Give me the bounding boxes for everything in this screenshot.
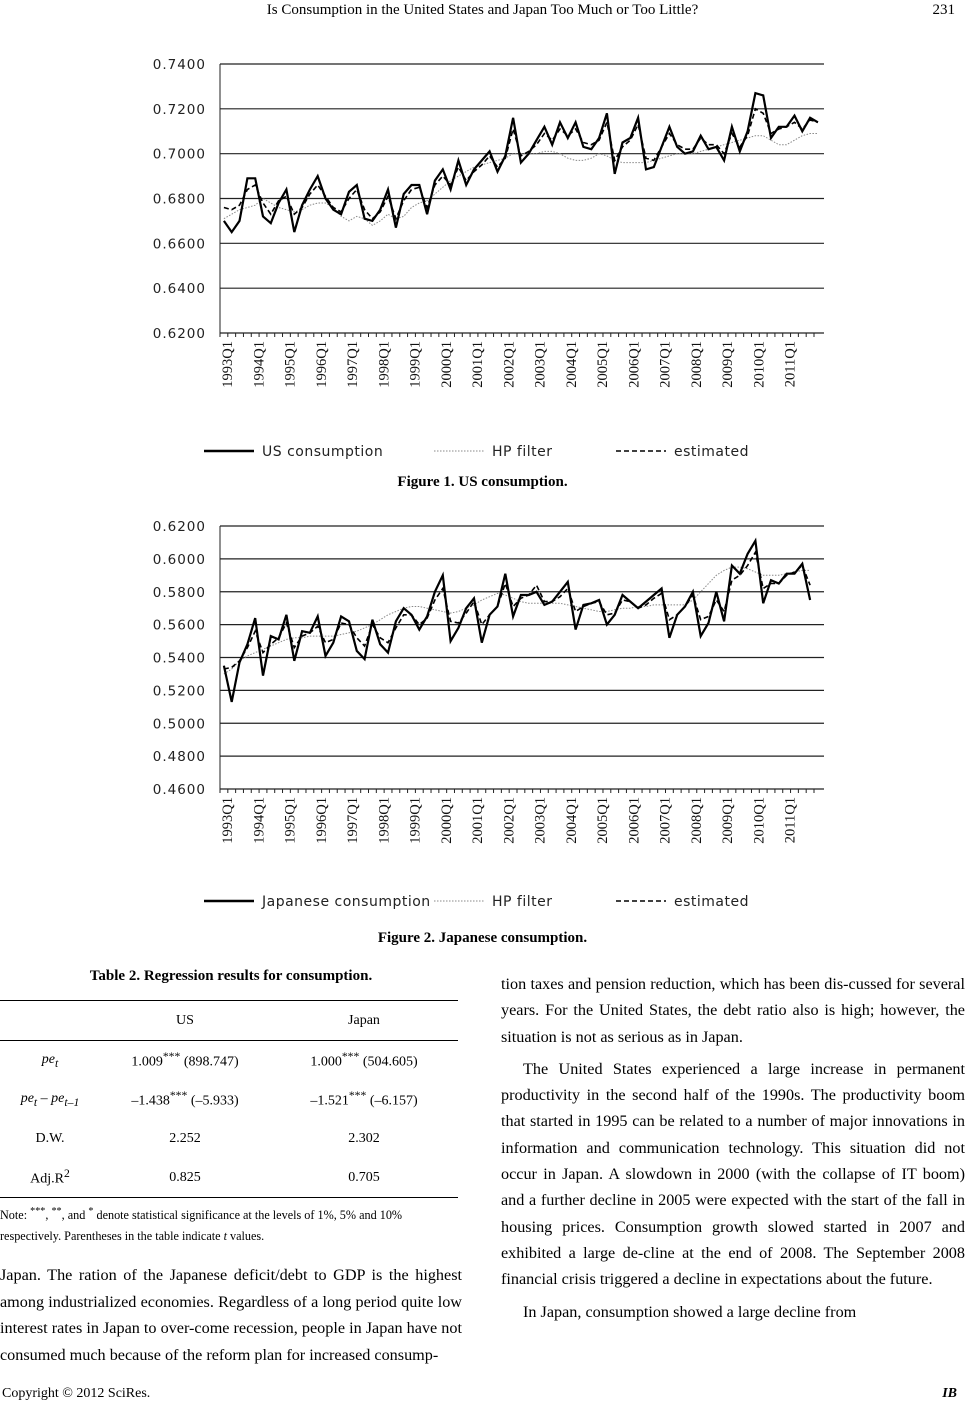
x-tick-label: 1996Q1 (313, 797, 330, 844)
body-paragraph: In Japan, consumption showed a large decline from (523, 1302, 857, 1321)
x-tick-label: 1996Q1 (313, 341, 330, 388)
y-tick-label: 0.4800 (152, 749, 206, 766)
legend-label: Japanese consumption (262, 894, 431, 910)
y-tick-label: 0.7000 (152, 146, 206, 163)
x-tick-label: 2008Q1 (688, 797, 705, 844)
figure-2 (146, 504, 836, 920)
us-series-line (224, 93, 818, 232)
y-tick-label: 0.6600 (152, 236, 206, 253)
x-tick-label: 2006Q1 (626, 797, 643, 844)
table-row (0, 1158, 458, 1198)
x-tick-label: 1993Q1 (220, 797, 236, 844)
cell-us: 2.252 (169, 1130, 201, 1146)
x-tick-label: 2007Q1 (657, 341, 674, 388)
x-tick-label: 2003Q1 (532, 341, 549, 388)
row-label: $pe_t$ (41, 1051, 59, 1070)
body-paragraph: The United States experienced a large increase in permanent productivity in the second half of the 1990s. The productivity boom that started in 1995 can be related to a number of major innovations in information and communication technology. This situation did not occur in Japan. A slowdown in 2000 (with the collapse of IT boom) and a further decline in 2005 were expected with the start of the fall in housing prices. Consumption growth slowed started in 2007 and exhibited a large de-cline at the end of 2008. The September 2008 financial crisis triggered a decline in expectations about the future. (501, 1059, 965, 1289)
x-tick-label: 2011Q1 (782, 341, 799, 388)
table-header-us: US (100, 1001, 270, 1041)
x-tick-label: 1998Q1 (376, 341, 393, 388)
x-tick-label: 2011Q1 (782, 797, 799, 844)
cell-japan: 1.000*** (504.605) (310, 1050, 418, 1070)
jp-series-line (224, 541, 810, 702)
right-column-text (501, 971, 965, 1325)
x-tick-label: 2001Q1 (470, 797, 487, 844)
x-tick-label: 1995Q1 (282, 797, 299, 844)
cell-us: –1.438*** (–5.933) (131, 1089, 239, 1109)
us-series-line (224, 134, 818, 226)
table-row (0, 1080, 458, 1119)
cell-japan: 0.705 (270, 1158, 458, 1198)
x-tick-label: 1998Q1 (376, 797, 393, 844)
table-title: Table 2. Regression results for consumption. (89, 968, 373, 984)
cell-japan: 2.302 (348, 1130, 380, 1146)
x-tick-label: 1997Q1 (345, 797, 362, 844)
x-tick-label: 1999Q1 (407, 797, 424, 844)
row-label: $pe_t - pe_{t-1}$ (20, 1090, 80, 1109)
y-tick-label: 0.6800 (152, 191, 206, 208)
x-tick-label: 2006Q1 (626, 341, 643, 388)
cell-us: 0.825 (100, 1158, 270, 1198)
x-tick-label: 2008Q1 (688, 341, 705, 388)
page-number: 231 (932, 2, 955, 18)
regression-table (0, 1000, 458, 1198)
y-tick-label: 0.6200 (152, 519, 206, 535)
y-tick-label: 0.7200 (152, 101, 206, 118)
x-tick-label: 2002Q1 (501, 797, 518, 844)
table-row (0, 1119, 458, 1158)
y-tick-label: 0.6200 (152, 326, 206, 342)
legend-label: US consumption (262, 444, 384, 460)
x-tick-label: 1993Q1 (220, 341, 236, 388)
figure-2-caption: Figure 2. Japanese consumption. (377, 930, 588, 946)
table-header-japan: Japan (270, 1001, 458, 1041)
cell-japan: –1.521*** (–6.157) (310, 1089, 418, 1109)
legend-label: HP filter (492, 894, 553, 910)
x-tick-label: 2001Q1 (470, 341, 487, 388)
x-tick-label: 2009Q1 (720, 341, 737, 388)
x-tick-label: 2002Q1 (501, 341, 518, 388)
y-tick-label: 0.5600 (152, 617, 206, 634)
legend-label: estimated (674, 894, 749, 910)
x-tick-label: 2007Q1 (657, 797, 674, 844)
x-tick-label: 2010Q1 (751, 797, 768, 844)
x-tick-label: 2010Q1 (751, 341, 768, 388)
x-tick-label: 1994Q1 (251, 341, 268, 388)
x-tick-label: 1994Q1 (251, 797, 268, 844)
x-tick-label: 1999Q1 (407, 341, 424, 388)
y-tick-label: 0.6400 (152, 281, 206, 298)
x-tick-label: 2000Q1 (438, 797, 455, 844)
x-tick-label: 2003Q1 (532, 797, 549, 844)
row-label: D.W. (35, 1130, 65, 1146)
y-tick-label: 0.6000 (152, 551, 206, 568)
x-tick-label: 2005Q1 (595, 797, 612, 844)
x-tick-label: 2005Q1 (595, 341, 612, 388)
copyright-notice: Copyright © 2012 SciRes. (2, 1386, 151, 1401)
table-note: Note: ***, **, and * denote statistical significance at the levels of 1%, 5% and 10% respectively. Parentheses in the table indicate t values. (0, 1206, 403, 1244)
us-consumption-chart (146, 42, 836, 470)
x-tick-label: 1995Q1 (282, 341, 299, 388)
table-header-blank (0, 1001, 100, 1041)
x-tick-label: 2009Q1 (720, 797, 737, 844)
x-tick-label: 2004Q1 (563, 341, 580, 388)
body-paragraph: tion taxes and pension reduction, which has been dis-cussed for several years. For the United States, the debt ratio also is high; however, the situation is not as serious as in Japan. (501, 975, 965, 1046)
y-tick-label: 0.7400 (152, 57, 206, 73)
journal-abbrev: IB (942, 1386, 957, 1401)
legend-label: estimated (674, 444, 749, 460)
y-tick-label: 0.5400 (152, 650, 206, 667)
figure-1 (146, 42, 836, 470)
body-paragraph: Japan. The ration of the Japanese deficit/debt to GDP is the highest among industrialized economies. Regardless of a long period quite low interest rates in Japan to over-come recession, people in Japan have not consumed much because of the reform plan for increased consump- (0, 1266, 462, 1364)
table-header-row (0, 1001, 458, 1041)
y-tick-label: 0.5000 (152, 716, 206, 733)
y-tick-label: 0.5200 (152, 683, 206, 700)
regression-table-block (0, 968, 462, 1244)
legend-label: HP filter (492, 444, 553, 460)
x-tick-label: 2000Q1 (438, 341, 455, 388)
running-header (0, 0, 965, 24)
row-label: $Adj.R^2$ (0, 1158, 100, 1198)
left-column-text (0, 1262, 462, 1368)
x-tick-label: 2004Q1 (563, 797, 580, 844)
x-tick-label: 1997Q1 (345, 341, 362, 388)
figure-1-caption: Figure 1. US consumption. (397, 474, 568, 490)
japan-consumption-chart (146, 504, 836, 920)
cell-us: 1.009*** (898.747) (131, 1050, 239, 1070)
y-tick-label: 0.5800 (152, 584, 206, 601)
running-title: Is Consumption in the United States and Japan Too Much or Too Little? (266, 2, 699, 18)
table-row (0, 1041, 458, 1081)
y-tick-label: 0.4600 (152, 782, 206, 798)
